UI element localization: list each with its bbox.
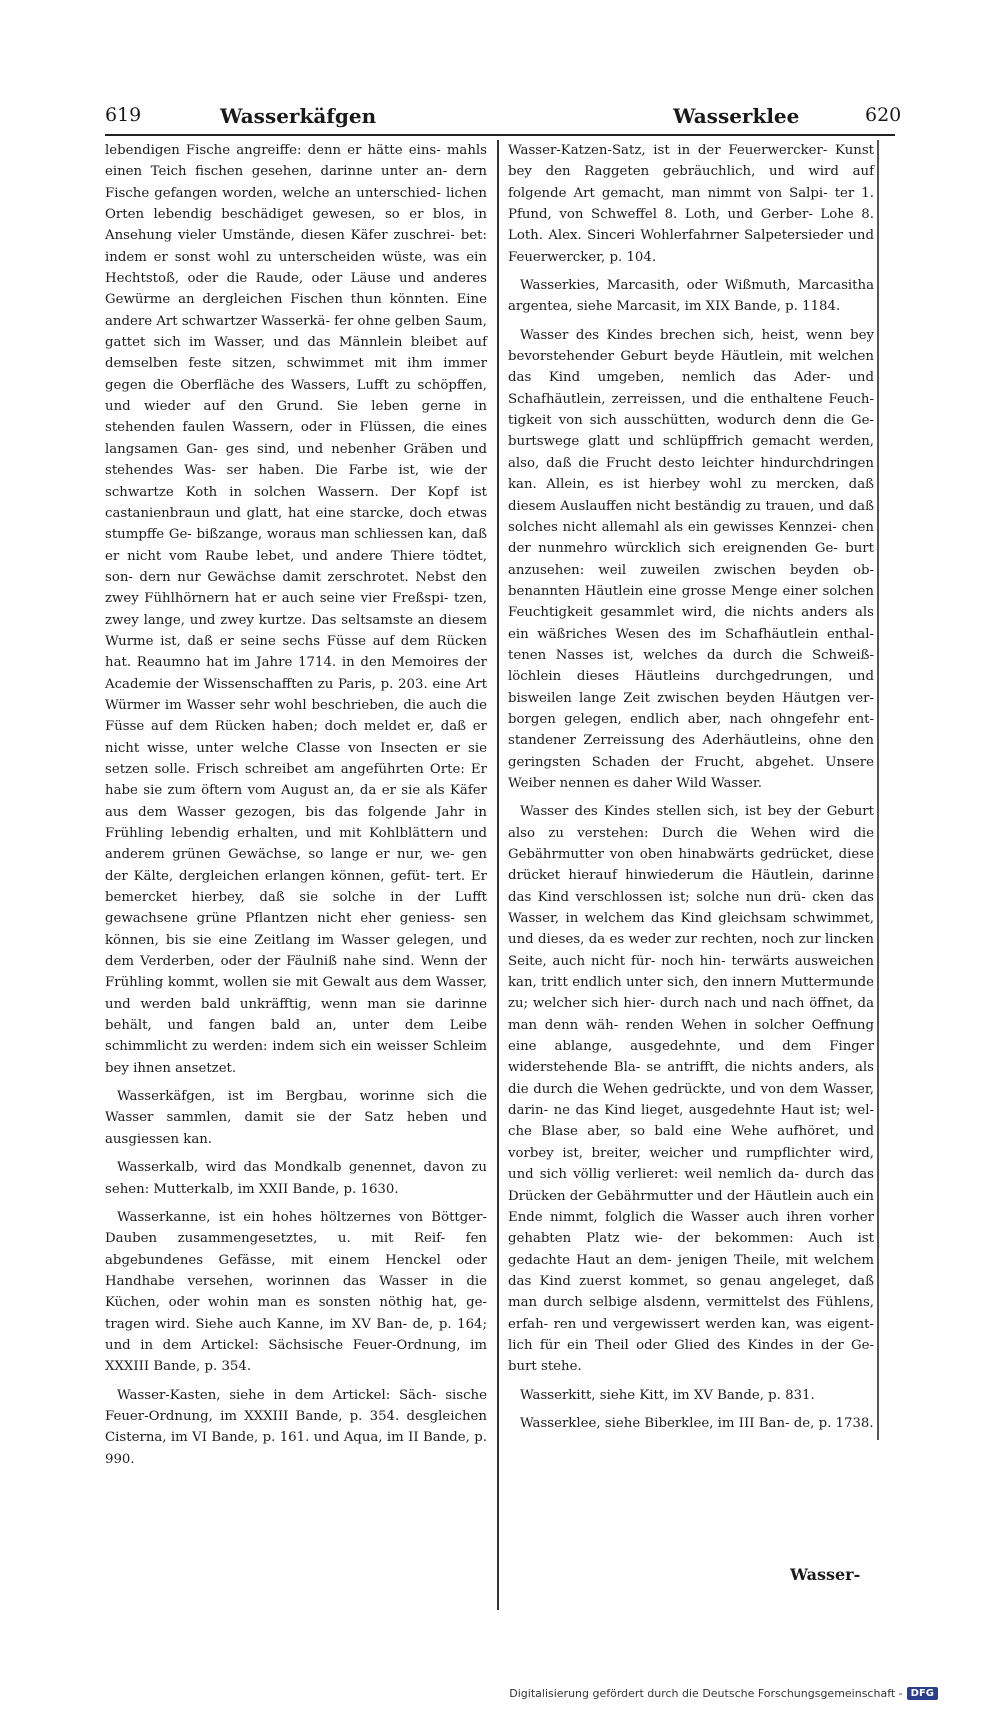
right-column xyxy=(508,140,874,1434)
dfg-logo: DFG xyxy=(907,1687,938,1700)
headword-left: Wasserkäfgen xyxy=(220,104,377,128)
entry-wasserklee: Wasserklee, siehe Biberklee, im III Ban- de, p. 1738. xyxy=(520,1415,874,1431)
entry-wasser-kasten: Wasser-Kasten, siehe in dem Artickel: Säch- sische Feuer-Ordnung, im XXXIII Bande, p. 354. desgleichen Cisterna, im VI Bande, p. 161. und Aqua, im II Bande, p. 990. xyxy=(105,1387,487,1467)
entry-wasser-des-kindes-brechen: Wasser des Kindes brechen sich, heist, wenn bey bevorstehender Geburt beyde Häutlein, mit welchen das Kind umgeben, nemlich das Ader- und Schafhäutlein, zerreissen, und die enthaltene Feuch- tigkeit von sich ausschütten, wodurch denn die Ge- burtswege glatt und schlüpffrich gemacht werden, also, daß die Frucht desto leichter hindurchdringen kan. Allein, es ist hierbey wohl zu mercken, daß diesem Auslauffen nicht beständig zu trauen, und daß solches nicht allemahl als ein gewisses Kennzei- chen der nunmehro würcklich sich ereignenden Ge- burt anzusehen: weil zuweilen zwischen beyden ob- benannten Häutlein eine grosse Menge einer solchen Feuchtigkeit gesammlet wird, die nichts anders als ein wäßriches Wesen des im Schafhäutlein enthal- tenen Nasses ist, welches da durch die Schweiß- löchlein dieses Häutleins durchgedrungen, und bisweilen lange Zeit zwischen beyden Häutgen ver- borgen gelegen, endlich aber, nach ohngefehr ent- standener Zerreissung des Aderhäutleins, ohne den geringsten Schaden der Frucht, abgehet. Unsere Weiber nennen es daher Wild Wasser. xyxy=(508,327,874,791)
footer-text: Digitalisierung gefördert durch die Deutsche Forschungsgemeinschaft - xyxy=(509,1687,903,1700)
headword-right: Wasserklee xyxy=(673,104,800,128)
entry-wasserkies: Wasserkies, Marcasith, oder Wißmuth, Marcasitha argentea, siehe Marcasit, im XIX Bande, p. 1184. xyxy=(508,278,874,315)
entry-wasserkalb: Wasserkalb, wird das Mondkalb genennet, davon zu sehen: Mutterkalb, im XXII Bande, p. 1630. xyxy=(105,1160,487,1197)
header-rule xyxy=(105,134,895,136)
entry-wasserkanne: Wasserkanne, ist ein hohes höltzernes von Böttger-Dauben zusammengesetztes, u. mit Reif- fen abgebundenes Gefässe, mit einem Henckel oder Handhabe versehen, worinnen das Wasser in die Küchen, oder wohin man es sonsten nöthig hat, ge- tragen wird. Siehe auch Kanne, im XV Ban- de, p. 164; und in dem Artickel: Sächsische Feuer-Ordnung, im XXXIII Bande, p. 354. xyxy=(105,1209,487,1375)
column-divider xyxy=(497,140,499,1610)
entry-wasserkaefgen: Wasserkäfgen, ist im Bergbau, worinne sich die Wasser sammlen, damit sie der Satz heben und ausgiessen kan. xyxy=(105,1089,487,1147)
page-number-right: 620 xyxy=(865,104,902,126)
running-header xyxy=(105,98,902,132)
entry-wasser-katzen-satz: Wasser-Katzen-Satz, ist in der Feuerwercker- Kunst bey den Raggeten gebräuchlich, und wird auf folgende Art gemacht, man nimmt von Salpi- ter 1. Pfund, von Schweffel 8. Loth, und Gerber- Lohe 8. Loth. Alex. Sinceri Wohlerfahrner Salpetersieder und Feuerwercker, p. 104. xyxy=(508,143,874,265)
entry-wasserkitt: Wasserkitt, siehe Kitt, im XV Bande, p. 831. xyxy=(520,1387,815,1403)
catchword: Wasser- xyxy=(790,1565,861,1584)
entry-paragraph: lebendigen Fische angreiffe: denn er hätte eins- mahls einen Teich fischen gesehen, darinne unter an- dern Fische gefangen worden, welche an unterschied- lichen Orten lebendig beschädiget gewesen, so er blos, in Ansehung vieler Umstände, diesen Käfer zuschrei- bet: indem er sonst wohl zu unterscheiden wüste, was ein Hechtstoß, oder die Raude, oder Läuse und anderes Gewürme an dergleichen Fischen thun könnten. Eine andere Art schwartzer Wasserkä- fer ohne gelben Saum, gattet sich im Wasser, und das Männlein bleibet auf demselben feste sitzen, schwimmet mit ihm immer gegen die Oberfläche des Wassers, Lufft zu schöpffen, und wieder auf den Grund. Sie leben gerne in stehenden faulen Wassern, oder in Flüssen, die eines langsamen Gan- ges sind, und nebenher Gräben und stehendes Was- ser haben. Die Farbe ist, wie der schwartze Koth in solchen Wassern. Der Kopf ist castanienbraun und glatt, hat eine starcke, doch etwas stumpffe Ge- bißzange, woraus man schliessen kan, daß er nicht vom Raube lebet, und andere Thiere tödtet, son- dern nur Gewächse damit zerschrotet. Nebst den zwey Fühlhörnern hat er auch seine vier Freßspi- tzen, zwey lange, und zwey kurtze. Das seltsamste an diesem Wurme ist, daß er seine sechs Füsse auf dem Rücken hat. Reaumno hat im Jahre 1714. in den Memoires der Academie der Wissenschafften zu Paris, p. 203. eine Art Würmer im Wasser sehr wohl beschrieben, die auch die Füsse auf dem Rücken haben; doch meldet er, daß er nicht wisse, unter welche Classe von Insecten er sie setzen solle. Frisch schreibet am angeführten Orte: Er habe sie zum öftern vom August an, da er sie als Käfer aus dem Wasser gezogen, bis das folgende Jahr in Frühling lebendig erhalten, und mit Kohlblättern und anderem grünen Gewächse, so lange er nur, we- gen der Kälte, dergleichen erlangen können, gefüt- tert. Er bemercket hierbey, daß sie solche in der Lufft gewachsene grüne Pflantzen nicht eher geniess- sen können, bis sie eine Zeitlang im Wasser gelegen, und dem Verderben, oder der Fäulniß nahe sind. Wenn der Frühling kommt, wollen sie mit Gewalt aus dem Wasser, und werden bald unkräfftig, wenn man sie darinne behält, und fangen bald an, unter dem Leibe schimmlicht zu werden: indem sich ein weisser Schleim bey ihnen ansetzet. xyxy=(105,143,488,1076)
left-column xyxy=(105,140,487,1470)
digitization-footer xyxy=(509,1687,938,1700)
right-margin-rule xyxy=(877,140,879,1440)
entry-wasser-des-kindes-stellen: Wasser des Kindes stellen sich, ist bey der Geburt also zu verstehen: Durch die Wehen wird die Gebährmutter von oben hinabwärts gedrücket, diese drücket hierauf hinwiederum die Häutlein, darinne das Kind verschlossen ist; solche nun drü- cken das Wasser, in welchem das Kind gleichsam schwimmet, und dieses, da es weder zur rechten, noch zur lincken Seite, auch nicht für- noch hin- terwärts ausweichen kan, tritt endlich unter sich, den innern Muttermunde zu; welcher sich hier- durch nach und nach öffnet, da man denn wäh- renden Wehen in solcher Oeffnung eine ablange, ausgedehnte, und dem Finger widerstehende Bla- se antrifft, die nichts anders, als die durch die Wehen gedrückte, und von dem Wasser, darin- ne das Kind lieget, ausgedehnte Haut ist; wel- che Blase aber, so bald eine Wehe aufhöret, und vorbey ist, breiter, weicher und rumpflichter wird, und sich völlig verlieret: weil nemlich da- durch das Drücken der Gebährmutter und der Häutlein auch ein Ende nimmt, folglich die Wasser auch ihren vorher gehabten Platz wie- der bekommen: Auch ist gedachte Haut an dem- jenigen Theile, mit welchem das Kind zuerst kommet, so genau angeleget, daß man durch selbige alsdenn, vermittelst des Fühlens, erfah- ren und vergewissert werden kan, was eigent- lich für ein Theil oder Glied des Kindes in der Ge- burt stehe. xyxy=(508,804,874,1375)
page-number-left: 619 xyxy=(105,104,142,126)
